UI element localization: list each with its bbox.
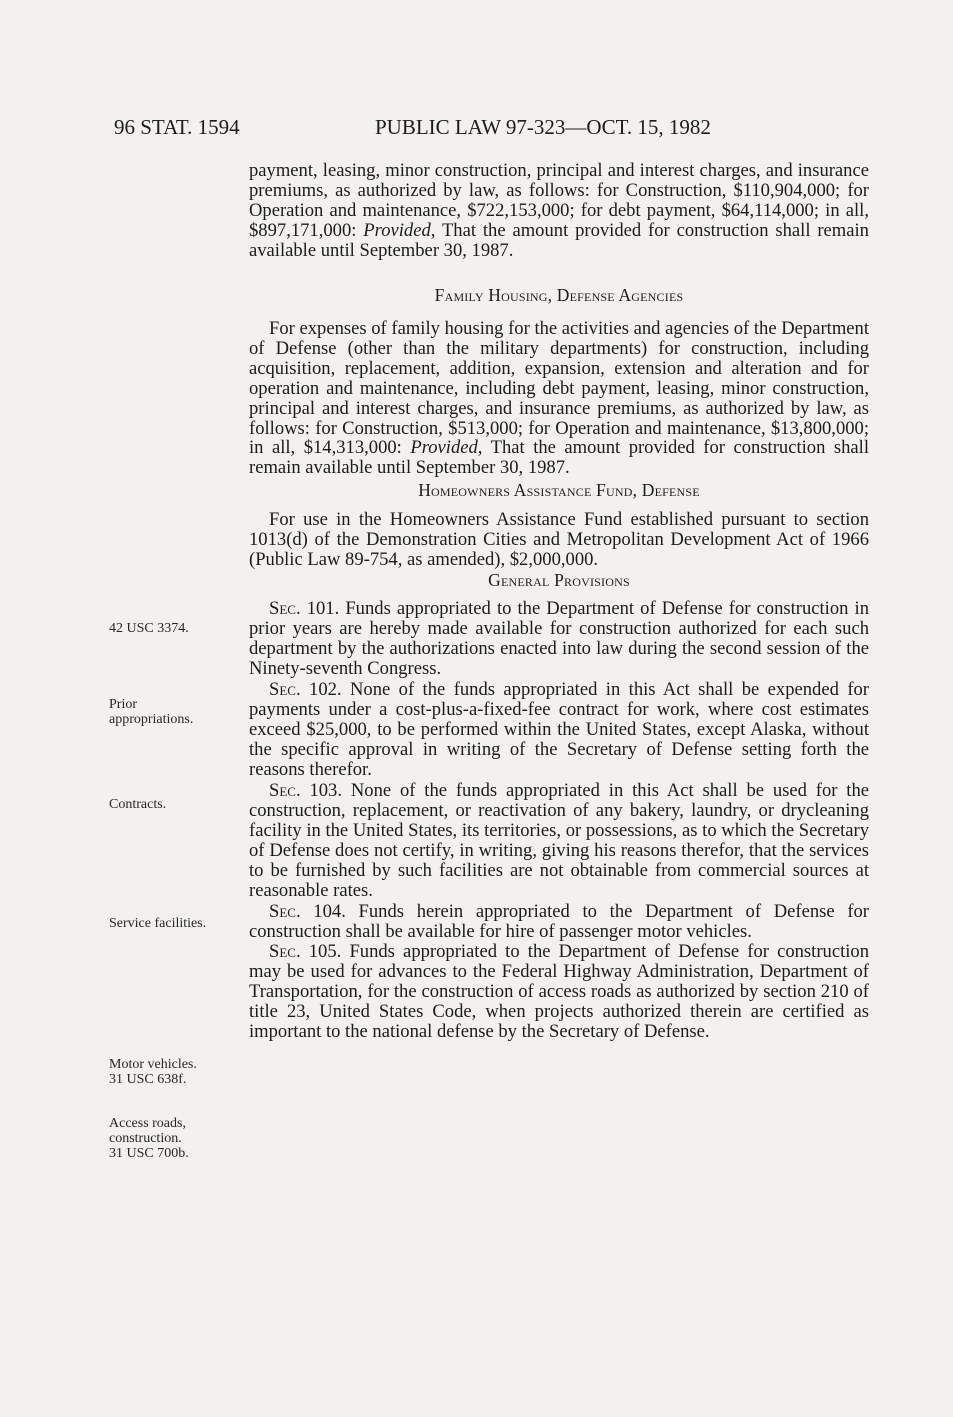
paragraph-text: Funds appropriated to the Department of Defense for construction in prior years are hereby made available for construction authorized for each such department by the authorizations enacted into law during the second session of the Ninety-seventh Congress.	[249, 598, 869, 680]
margin-note-text: Service facilities.	[109, 916, 207, 931]
section-105	[249, 942, 869, 1042]
provided-italic: Provided,	[410, 437, 483, 459]
margin-note-text: Motor vehicles.	[109, 1057, 197, 1072]
sec-number: 103.	[300, 779, 342, 801]
heading-family-housing: Family Housing, Defense Agencies	[434, 284, 684, 305]
paragraph-text: Funds herein appropriated to the Department of Defense for construction shall be available for hire of passenger motor vehicles.	[249, 900, 869, 942]
margin-note-text: 42 USC 3374.	[109, 621, 189, 636]
sec-number: 101.	[300, 598, 340, 620]
sec-label: Sec.	[269, 679, 301, 701]
paragraph-text: That the amount provided for construction shall remain available until September 30, 1987.	[249, 437, 870, 479]
paragraph-text: For expenses of family housing for the activities and agencies of the Department of Defense (other than the military departments) for construction, including acquisition, replacement, addition, expansion, extension and alteration and for operation and maintenance, including debt payment, leasing, minor construction, principal and interest charges, and insurance premiums, as authorized by law, as follows: for Construction, $513,000; for Operation and maintenance, $13,800,000; in all, $14,313,000:	[249, 317, 869, 459]
margin-note-text: Access roads,	[109, 1116, 186, 1131]
section-103	[249, 781, 869, 901]
sec-number: 105.	[300, 941, 342, 963]
homeowners-paragraph: For use in the Homeowners Assistance Fund established pursuant to section 1013(d) of the Demonstration Cities and Metropolitan Development Act of 1966 (Public Law 89-754, as amended), $2,000,000.	[249, 509, 869, 571]
running-header: PUBLIC LAW 97-323—OCT. 15, 1982	[375, 115, 711, 139]
section-102	[249, 680, 869, 780]
body-text	[249, 161, 869, 1042]
sec-label: Sec.	[269, 598, 301, 620]
paragraph-text: That the amount provided for construction shall remain available until September 30, 1987.	[249, 219, 869, 261]
margin-note-text: 31 USC 700b.	[109, 1146, 189, 1161]
sec-number: 102.	[300, 679, 342, 701]
paragraph-text: Funds appropriated to the Department of Defense for construction may be used for advances to the Federal Highway Administration, Department of Transportation, for the construction of access roads as authorized by section 210 of title 23, United States Code, when projects authorized therein are certified as important to the national defense by the Secretary of Defense.	[249, 941, 869, 1043]
margin-note-contracts	[109, 797, 244, 812]
intro-paragraph	[249, 161, 869, 261]
paragraph-text: None of the funds appropriated in this Act shall be expended for payments under a cost-plus-a-fixed-fee contract for work, where cost estimates exceed $25,000, to be performed within the United States, except Alaska, without the specific approval in writing of the Secretary of Defense setting forth the reasons therefor.	[249, 679, 869, 780]
paragraph-text: None of the funds appropriated in this Act shall be used for the construction, replacement, or reactivation of any bakery, laundry, or drycleaning facility in the United States, its territories, or possessions, as to which the Secretary of Defense does not certify, in writing, giving his reasons therefor, that the services to be furnished by such facilities are not obtainable from commercial sources at reasonable rates.	[249, 779, 870, 901]
sec-label: Sec.	[269, 779, 301, 801]
heading-homeowners-assistance: Homeowners Assistance Fund, Defense	[418, 480, 700, 501]
margin-note-prior-appropriations	[109, 697, 244, 727]
margin-note-service-facilities	[109, 916, 244, 931]
section-101	[249, 599, 869, 679]
margin-note-access-roads	[109, 1116, 244, 1161]
page-reference: 96 STAT. 1594	[114, 115, 240, 139]
paragraph-text: payment, leasing, minor construction, principal and interest charges, and insurance premiums, as authorized by law, as follows: for Construction, $110,904,000; for Operation and maintenance, $722,153,000; for debt payment, $64,114,000; in all, $897,171,000:	[249, 160, 869, 241]
margin-note-motor-vehicles	[109, 1057, 244, 1087]
sec-label: Sec.	[269, 900, 301, 922]
provided-italic: Provided,	[363, 219, 436, 241]
sec-label: Sec.	[269, 941, 301, 963]
heading-general-provisions: General Provisions	[488, 570, 630, 591]
margin-note-text: appropriations.	[109, 712, 194, 727]
margin-note-text: Prior	[109, 697, 137, 712]
section-104	[249, 902, 869, 942]
sec-number: 104.	[300, 900, 346, 922]
margin-note-text: 31 USC 638f.	[109, 1072, 187, 1087]
margin-note-text: Contracts.	[109, 797, 167, 812]
margin-note-42-usc	[109, 621, 244, 636]
family-housing-paragraph	[249, 319, 869, 479]
margin-note-text: construction.	[109, 1131, 182, 1146]
